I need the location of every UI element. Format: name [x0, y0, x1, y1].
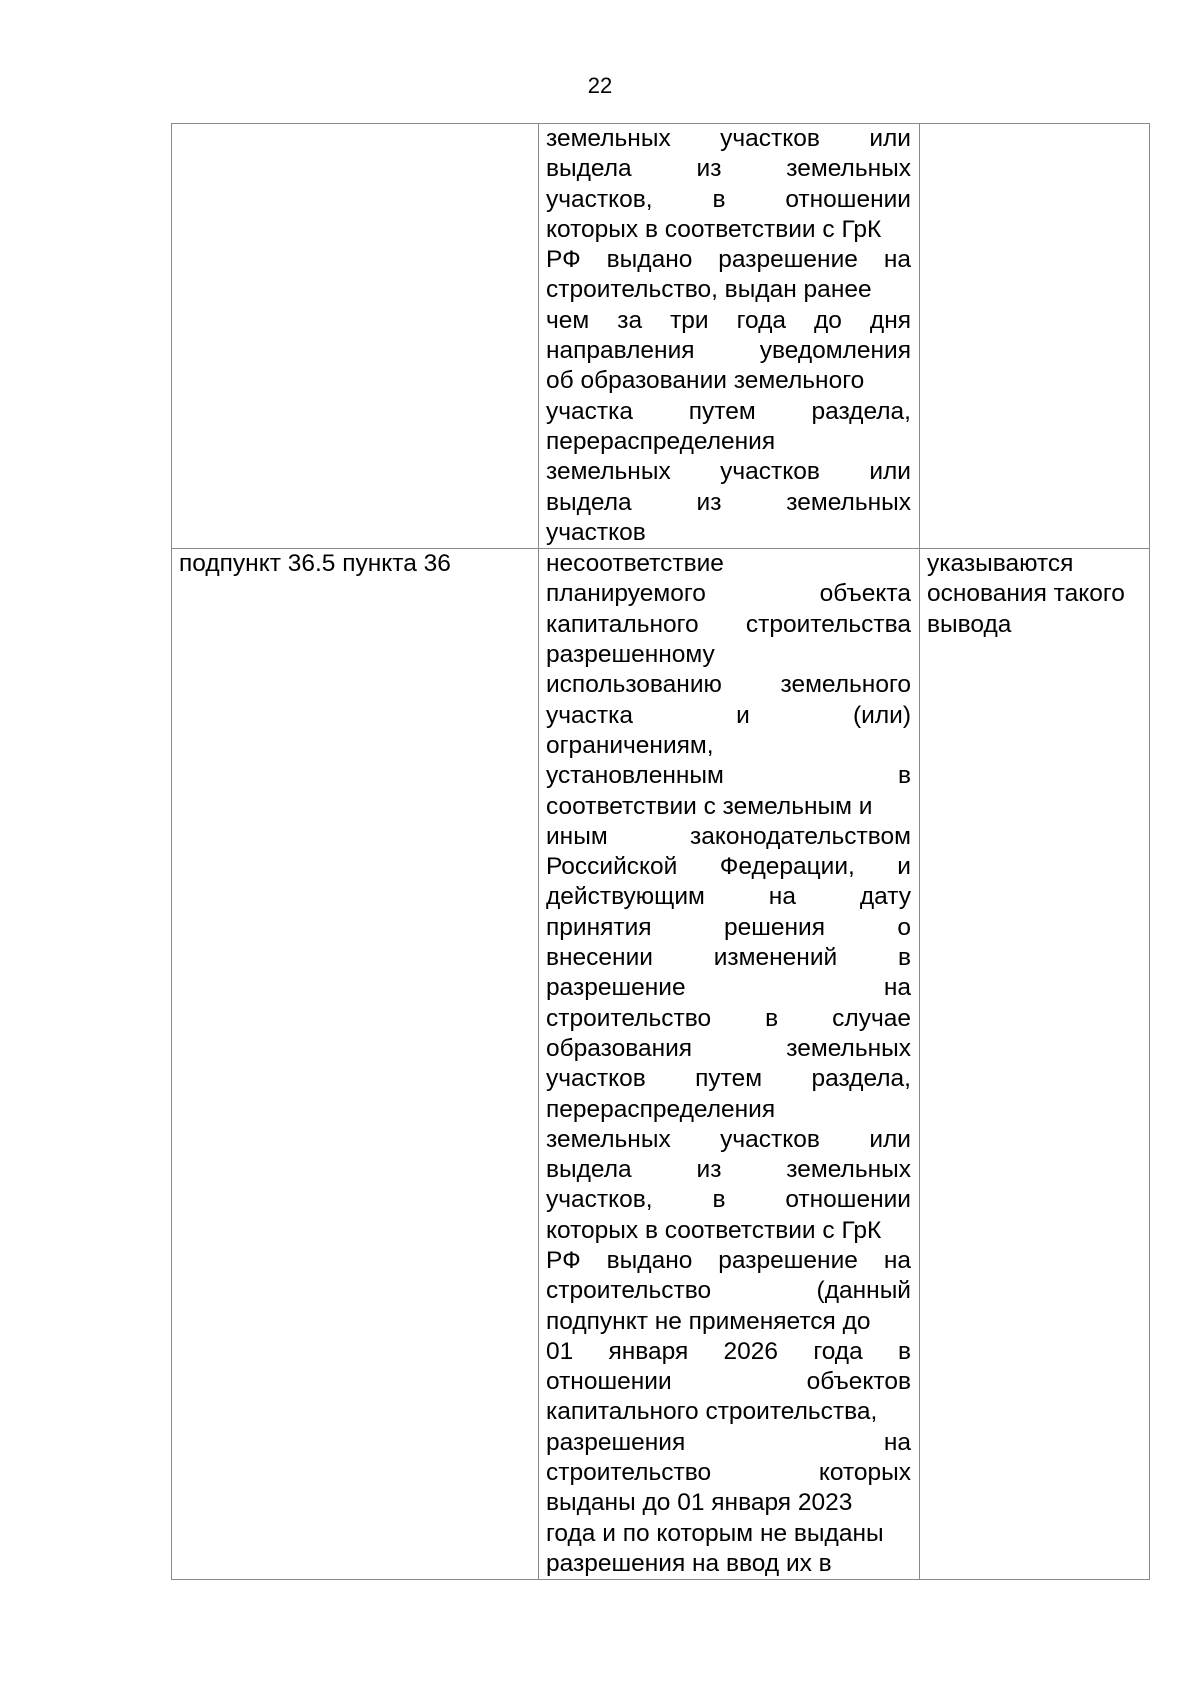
cell-text-line: выдела из земельных — [546, 1156, 911, 1184]
cell-text-line: земельных участков или — [546, 125, 911, 152]
table-row — [172, 549, 1150, 1580]
cell-text-line: разрешения на — [546, 1428, 911, 1456]
cell-text-line: перераспределения — [546, 1095, 776, 1123]
cell-text-line: которых в соответствии с ГрК — [546, 215, 882, 243]
cell-text-line: участков, в отношении — [546, 185, 911, 213]
cell-text-line: ограничениям, — [546, 731, 714, 759]
cell-text-line: года и по которым не выданы — [546, 1519, 884, 1547]
cell-text-line: участков — [546, 518, 646, 546]
cell-text-line: строительство (данный — [546, 1277, 911, 1305]
cell-text-line: несоответствие — [546, 550, 724, 578]
cell-text-line: РФ выдано разрешение на — [546, 246, 911, 274]
cell-text-line: чем за три года до дня — [546, 306, 911, 334]
cell-text-line: земельных участков или — [546, 1125, 911, 1153]
table-cell-notes — [920, 124, 1150, 549]
cell-text-line: земельных участков или — [546, 458, 911, 486]
cell-text-line: соответствии с земельным и — [546, 792, 873, 820]
cell-text-line: выданы до 01 января 2023 — [546, 1489, 853, 1517]
cell-text-line: отношении объектов — [546, 1368, 911, 1396]
cell-text-line: разрешения на ввод их в — [546, 1549, 832, 1577]
cell-text-line: строительство которых — [546, 1459, 911, 1487]
cell-text-line: планируемого объекта — [546, 580, 911, 608]
cell-text-line: участков путем раздела, — [546, 1065, 911, 1093]
cell-text-line: участка путем раздела, — [546, 397, 911, 425]
cell-text-line: подпункт не применяется до — [546, 1307, 871, 1335]
cell-text-line: строительство в случае — [546, 1004, 911, 1032]
cell-text-line: капитального строительства, — [546, 1398, 878, 1426]
cell-text-line: вывода — [927, 610, 1012, 638]
cell-text-line: действующим на дату — [546, 883, 911, 911]
cell-text-line: направления уведомления — [546, 337, 911, 365]
cell-text-line: принятия решения о — [546, 913, 911, 941]
cell-text-line: перераспределения — [546, 427, 776, 455]
cell-text-line: Российской Федерации, и — [546, 853, 911, 881]
cell-text-line: об образовании земельного — [546, 367, 865, 395]
cell-text-line: РФ выдано разрешение на — [546, 1246, 911, 1274]
cell-text-line: использованию земельного — [546, 671, 911, 699]
page-number: 22 — [587, 73, 613, 98]
cell-text-line: разрешение на — [546, 974, 911, 1002]
cell-text-line: основания такого — [927, 580, 1125, 608]
document-table — [171, 123, 1150, 1580]
table-cell-reference — [172, 124, 539, 549]
table-cell-grounds — [539, 124, 920, 549]
table-row — [172, 124, 1150, 549]
cell-text-line: образования земельных — [546, 1034, 911, 1062]
cell-text-line: иным законодательством — [546, 822, 911, 850]
cell-text-line: 01 января 2026 года в — [546, 1337, 911, 1365]
cell-text-line: участков, в отношении — [546, 1186, 911, 1214]
table-cell-grounds — [539, 549, 920, 1580]
cell-text-line: указываются — [927, 550, 1074, 578]
cell-text-line: внесении изменений в — [546, 944, 911, 972]
cell-text-line: строительство, выдан ранее — [546, 276, 872, 304]
cell-text-line: которых в соответствии с ГрК — [546, 1216, 882, 1244]
cell-text-line: установленным в — [546, 762, 911, 790]
cell-text-line: разрешенному — [546, 641, 715, 669]
cell-text-line: выдела из земельных — [546, 488, 911, 516]
cell-text-line: участка и (или) — [546, 701, 911, 729]
cell-text-line: капитального строительства — [546, 610, 911, 638]
table-cell-reference: подпункт 36.5 пункта 36 — [172, 549, 539, 1580]
cell-text-line: выдела из земельных — [546, 155, 911, 183]
table-cell-notes — [920, 549, 1150, 1580]
